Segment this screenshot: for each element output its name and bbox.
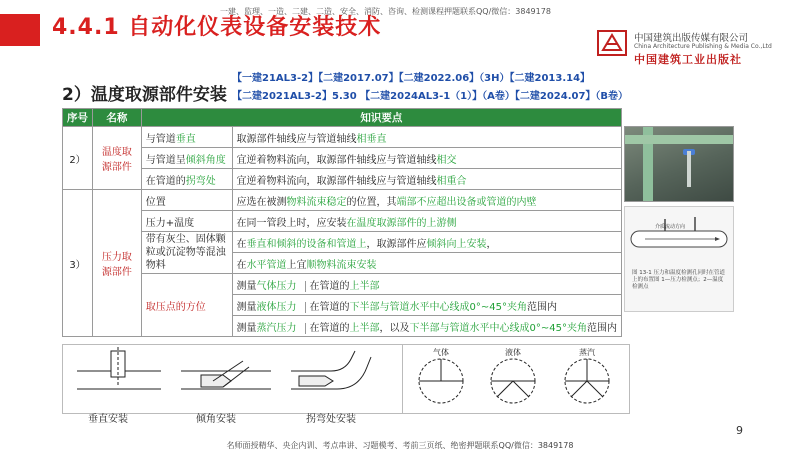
publisher-name-cn2: 中国建筑工业出版社	[634, 53, 742, 66]
top-note: 一建、监理、一造、二建、二造、安全、消防、咨询、检测课程押题联系QQ/微信：3849178	[220, 7, 551, 16]
table-row	[63, 232, 622, 253]
col-header-name: 名称	[93, 109, 142, 127]
table-header-row	[63, 109, 622, 127]
caption-vertical: 垂直安装	[88, 414, 128, 425]
sub-item: 取压点的方位	[141, 274, 232, 337]
table-row	[63, 274, 622, 295]
sub-item: 与管道垂直	[141, 127, 232, 148]
row-index: 2）	[63, 127, 93, 190]
point-text: 测量蒸汽压力 在管道的上半部，以及下半部与管道水平中心线成0°~45°夹角范围内	[232, 316, 621, 337]
pressure-point-diagrams	[402, 344, 630, 414]
label-liquid: 液体	[505, 348, 521, 357]
sub-item: 与管道呈倾斜角度	[141, 148, 232, 169]
page-number: 9	[736, 424, 743, 437]
label-gas: 气体	[433, 348, 449, 357]
sub-item: 压力+温度	[141, 211, 232, 232]
exam-tags-line1: 【一建21AL3-2】【二建2017.07】【二建2022.06】（3H）【二建2013.14】	[232, 73, 591, 84]
section-title: 4.4.1 自动化仪表设备安装技术	[52, 15, 382, 40]
col-header-points: 知识要点	[141, 109, 621, 127]
point-text: 测量液体压力 在管道的下半部与管道水平中心线成0°~45°夹角范围内	[232, 295, 621, 316]
caption-tilted: 倾角安装	[196, 414, 236, 425]
publisher-name-en: China Architecture Publishing & Media Co.,Ltd	[634, 43, 772, 50]
point-text: 宜逆着物料流向，取源部件轴线应与管道轴线相重合	[232, 169, 621, 190]
point-text: 取源部件轴线应与管道轴线相垂直	[232, 127, 621, 148]
installation-photo	[624, 126, 734, 202]
subsection-title: 2）温度取源部件安装	[62, 85, 227, 105]
caption-elbow: 拐弯处安装	[306, 414, 356, 425]
row-name: 温度取源部件	[93, 127, 142, 190]
row-index: 3）	[63, 190, 93, 337]
point-text: 应选在被测物料流束稳定的位置，其端部不应超出设备或管道的内壁	[232, 190, 621, 211]
sub-item: 带有灰尘、固体颗粒或沉淀物等混浊物料	[141, 232, 232, 274]
publisher-logo-icon	[597, 30, 627, 56]
installation-diagrams	[62, 344, 404, 414]
diagram-caption: 图 13-1 压力和温度检测孔同时在管道上的布置图 1—压力检测点；2—温度检测点	[632, 270, 725, 290]
footer-note: 名师面授精华、央企内训、考点串讲、习题模考、考前三页纸、绝密押题联系QQ/微信：3849178	[226, 441, 574, 450]
title-accent-bar	[0, 14, 40, 46]
publisher-name-cn: 中国建筑出版传媒有限公司	[634, 33, 749, 44]
point-text: 在同一管段上时，应安装在温度取源部件的上游侧	[232, 211, 621, 232]
exam-tags-line2: 【二建2021AL3-2】5.30 【二建2024AL3-1（1）】（A卷）【二建2024.07】（B卷）	[232, 91, 629, 102]
col-header-index: 序号	[63, 109, 93, 127]
point-text: 在垂直和倾斜的设备和管道上，取源部件应倾斜向上安装，	[232, 232, 621, 253]
table-row	[63, 169, 622, 190]
sub-item: 在管道的拐弯处	[141, 169, 232, 190]
pressure-temperature-diagram	[624, 206, 734, 312]
table-row	[63, 127, 622, 148]
knowledge-table	[62, 108, 622, 337]
table-row	[63, 211, 622, 232]
diagram-flow-label: 介质流动方向	[655, 224, 686, 230]
point-text: 宜逆着物料流向，取源部件轴线应与管道轴线相交	[232, 148, 621, 169]
label-steam: 蒸汽	[579, 348, 595, 357]
point-text: 在水平管道上宜顺物料流束安装	[232, 253, 621, 274]
point-text: 测量气体压力 在管道的上半部	[232, 274, 621, 295]
table-row	[63, 148, 622, 169]
sub-item: 位置	[141, 190, 232, 211]
table-row	[63, 190, 622, 211]
row-name: 压力取源部件	[93, 190, 142, 337]
